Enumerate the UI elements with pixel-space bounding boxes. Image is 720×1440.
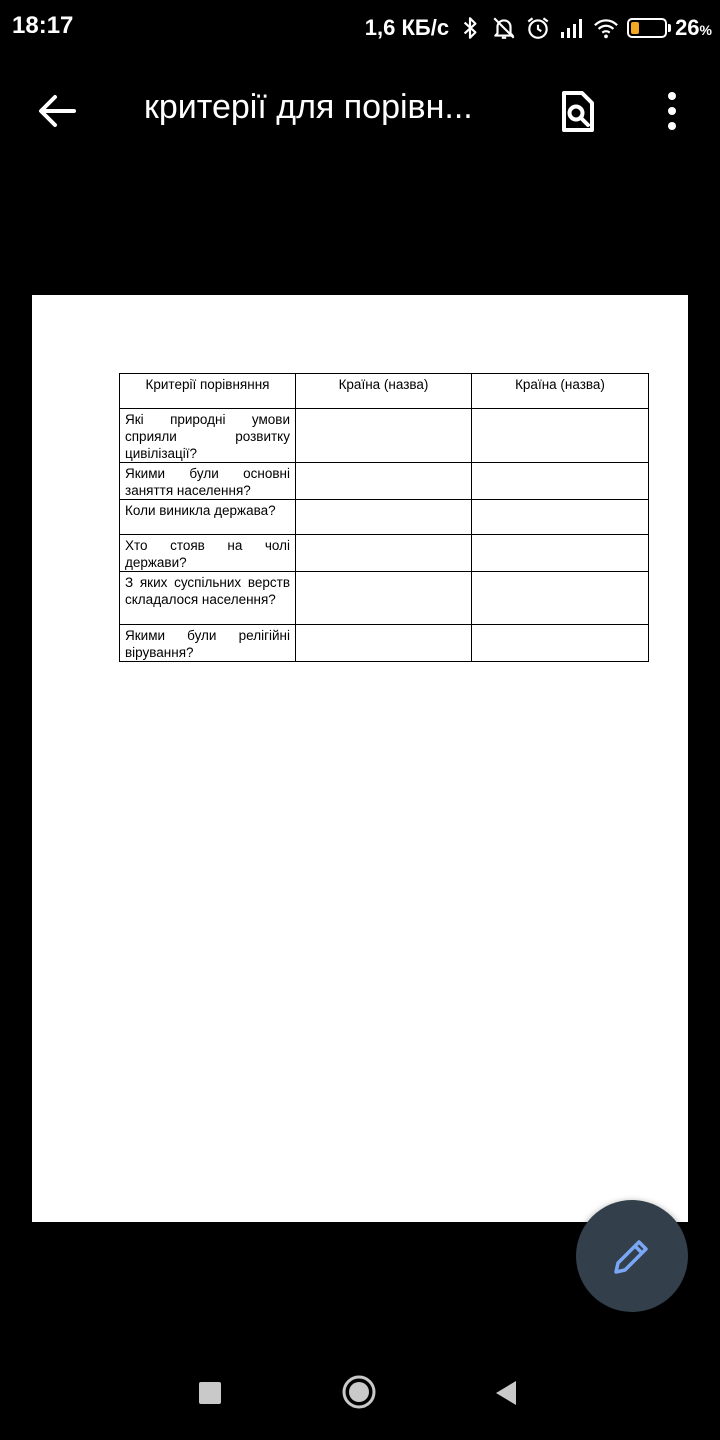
table-row	[120, 625, 649, 662]
table-header-row	[120, 374, 649, 409]
criterion-cell: Коли виникла держава?	[120, 500, 296, 535]
country-2-cell	[472, 463, 649, 500]
table-row	[120, 500, 649, 535]
battery-fill	[631, 22, 639, 34]
criterion-cell: З яких суспільних верств складалося населення?	[120, 572, 296, 625]
back-button[interactable]	[28, 84, 84, 140]
country-1-cell	[296, 500, 472, 535]
header-country-1: Країна (назва)	[296, 374, 472, 409]
criterion-cell: Якими були релігійні вірування?	[120, 625, 296, 662]
bluetooth-icon	[457, 15, 483, 41]
table-row	[120, 409, 649, 463]
comparison-table	[119, 373, 649, 662]
more-vert-icon	[646, 84, 698, 140]
alarm-icon	[525, 15, 551, 41]
header-country-2: Країна (назва)	[472, 374, 649, 409]
criterion-cell: Які природні умови сприяли розвитку цивілізації?	[120, 409, 296, 463]
more-options-button[interactable]	[646, 84, 698, 140]
net-speed: 1,6 КБ/с	[364, 15, 450, 40]
pencil-icon	[610, 1234, 654, 1278]
find-in-page-icon	[550, 84, 606, 140]
country-2-cell	[472, 409, 649, 463]
criterion-cell: Хто стояв на чолі держави?	[120, 535, 296, 572]
back-arrow-icon	[28, 84, 84, 140]
edit-fab-button[interactable]	[576, 1200, 688, 1312]
find-in-page-button[interactable]	[550, 84, 606, 140]
app-bar	[0, 56, 720, 168]
battery-percent: 26%	[675, 15, 712, 40]
country-2-cell	[472, 500, 649, 535]
country-1-cell	[296, 572, 472, 625]
country-2-cell	[472, 535, 649, 572]
criterion-cell: Якими були основні заняття населення?	[120, 463, 296, 500]
wifi-icon	[593, 15, 619, 41]
recents-square-icon[interactable]	[199, 1382, 221, 1404]
document-page[interactable]	[32, 295, 688, 1222]
status-bar	[0, 0, 720, 56]
home-circle-icon[interactable]	[342, 1375, 376, 1409]
back-triangle-icon[interactable]	[494, 1379, 518, 1407]
header-criteria: Критерії порівняння	[120, 374, 296, 409]
navigation-bar	[0, 1344, 720, 1440]
table-row	[120, 463, 649, 500]
country-1-cell	[296, 463, 472, 500]
country-1-cell	[296, 535, 472, 572]
table-row	[120, 572, 649, 625]
battery-icon	[627, 18, 667, 38]
signal-icon	[559, 15, 585, 41]
status-time: 18:17	[12, 12, 74, 39]
table-row	[120, 535, 649, 572]
document-title: критерії для порівн...	[144, 88, 473, 126]
country-1-cell	[296, 625, 472, 662]
country-1-cell	[296, 409, 472, 463]
status-icons	[365, 12, 712, 44]
country-2-cell	[472, 572, 649, 625]
country-2-cell	[472, 625, 649, 662]
notifications-off-icon	[491, 15, 517, 41]
